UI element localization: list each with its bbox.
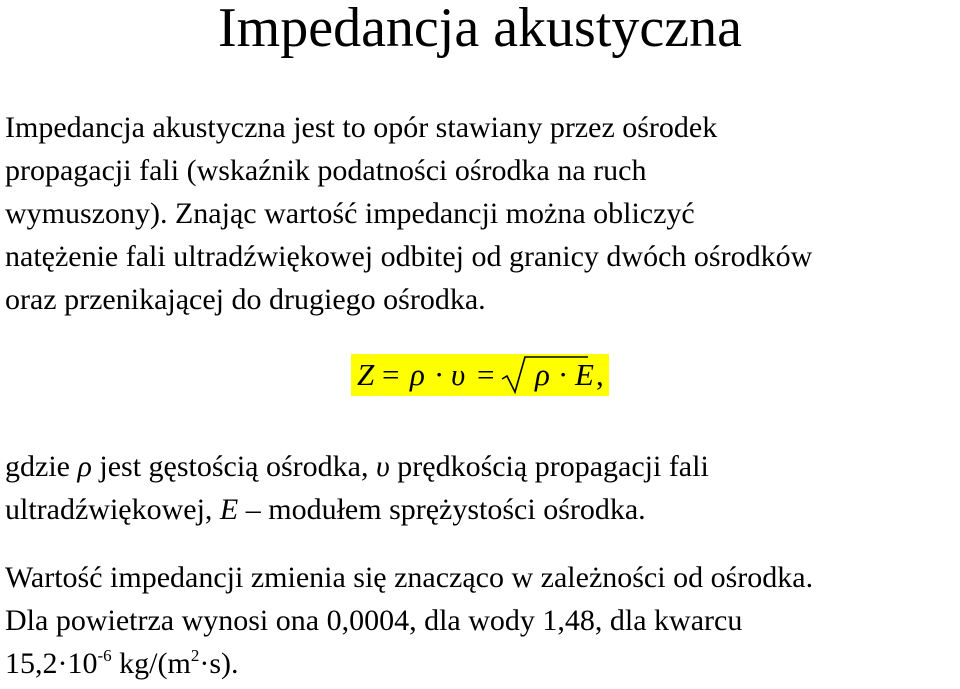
formula-symbol-rho: ρ — [535, 357, 550, 392]
formula-equals: = — [477, 357, 495, 392]
formula-comma: , — [596, 357, 604, 392]
formula-symbol-rho: ρ — [410, 357, 425, 392]
text-segment: 15,2·10 — [5, 647, 98, 680]
formula-symbol-e: E — [575, 357, 594, 392]
text-segment: ·s). — [199, 647, 239, 680]
paragraph-values — [5, 556, 813, 689]
paragraph-definition — [5, 106, 812, 321]
text-segment: – modułem sprężystości ośrodka. — [238, 493, 646, 526]
text-segment: ultradźwiękowej, — [5, 493, 220, 526]
text-line: propagacji fali (wskaźnik podatności ośrodka na ruch — [5, 154, 647, 187]
text-segment: gdzie — [5, 450, 78, 483]
page-title: Impedancja akustyczna — [218, 0, 742, 59]
symbol-v: υ — [375, 450, 390, 483]
impedance-formula — [351, 354, 609, 396]
formula-symbol-v: υ — [451, 357, 466, 392]
text-segment: kg/(m — [111, 647, 191, 680]
text-segment: jest gęstością ośrodka, — [91, 450, 376, 483]
text-line: Wartość impedancji zmienia się znacząco w zależności od ośrodka. — [5, 561, 814, 594]
text-line: natężenie fali ultradźwiękowej odbitej od granicy dwóch ośrodków — [5, 240, 813, 273]
exponent: 2 — [190, 646, 200, 665]
formula-dot: · — [558, 357, 569, 392]
text-line: Dla powietrza wynosi ona 0,0004, dla wody 1,48, dla kwarcu — [5, 604, 743, 637]
text-line: Impedancja akustyczna jest to opór stawiany przez ośrodek — [5, 111, 718, 144]
text-line — [5, 642, 813, 689]
formula-symbol-z: Z — [357, 357, 375, 392]
symbol-e: E — [219, 493, 239, 526]
paragraph-symbols — [5, 445, 709, 531]
formula-equals: = — [382, 357, 400, 392]
text-line — [5, 488, 709, 531]
symbol-rho: ρ — [77, 450, 92, 483]
text-line — [5, 445, 709, 488]
text-line: wymuszony). Znając wartość impedancji można obliczyć — [5, 197, 695, 230]
formula-dot: · — [434, 357, 445, 392]
exponent: -6 — [97, 646, 112, 665]
text-segment: prędkością propagacji fali — [389, 450, 709, 483]
text-line: oraz przenikającej do drugiego ośrodka. — [5, 283, 486, 316]
